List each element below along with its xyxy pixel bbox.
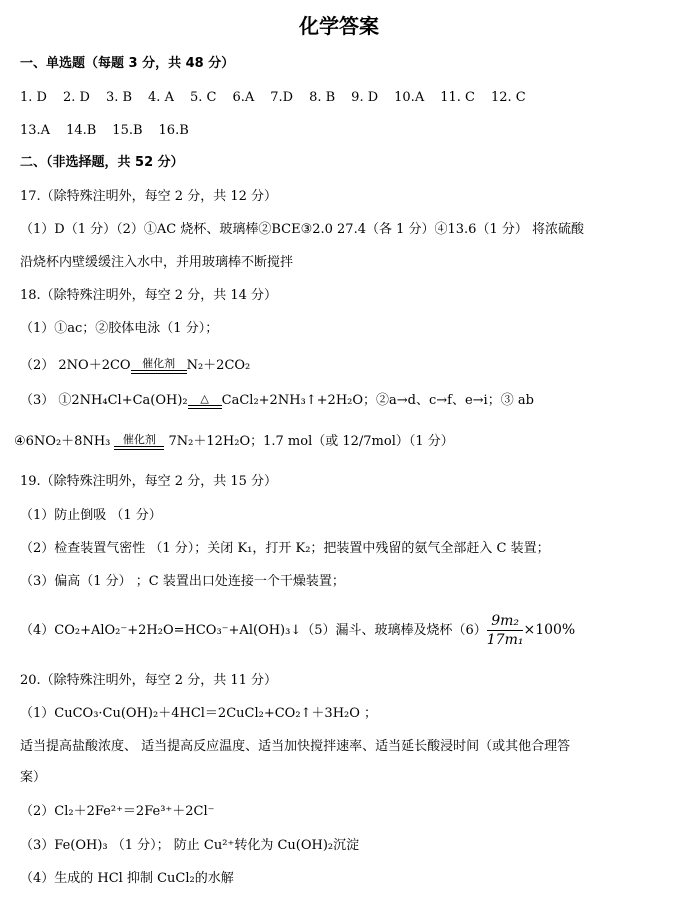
mass-fraction — [487, 612, 524, 649]
q20-line1: （1）CuCO₃·Cu(OH)₂＋4HCl＝2CuCl₂+CO₂↑＋3H₂O ； — [20, 706, 378, 721]
q20-line4: （2）Cl₂＋2Fe²⁺＝2Fe³⁺＋2Cl⁻ — [20, 804, 215, 819]
catalyst-condition-2 — [114, 434, 164, 450]
q19-line1: （1）防止倒吸 （1 分） — [20, 508, 162, 523]
answer-item: 1. D — [20, 90, 47, 105]
q18-line2 — [20, 356, 250, 376]
answer-item: 10.A — [394, 90, 425, 105]
answer-item: 8. B — [309, 90, 336, 105]
q19-line4-left: （4）CO₂+AlO₂⁻+2H₂O=HCO₃⁻+Al(OH)₃↓（5）漏斗、玻璃棒及烧杯（6） — [20, 623, 487, 638]
fraction-numerator: 9m₂ — [487, 612, 524, 631]
answers-row-2 — [20, 121, 205, 141]
q18-line4-right: 7N₂＋12H₂O；1.7 mol（或 12/7mol）（1 分） — [164, 434, 454, 449]
section1-heading: 一、单选题（每题 3 分，共 48 分） — [20, 56, 235, 71]
q17-head: 17.（除特殊注明外，每空 2 分，共 12 分） — [20, 189, 278, 204]
q17-line2: 沿烧杯内壁缓缓注入水中，并用玻璃棒不断搅拌 — [20, 255, 294, 270]
heat-symbol: △ — [200, 391, 209, 405]
q18-line3-left: （3） ①2NH₄Cl+Ca(OH)₂ — [20, 393, 188, 408]
section2-heading: 二、（非选择题，共 52 分） — [20, 155, 184, 170]
answers-row-1 — [20, 88, 542, 108]
catalyst-label: 催化剂 — [142, 356, 176, 370]
q18-line2-left: （2） 2NO＋2CO — [20, 358, 131, 373]
q20-line6: （4）生成的 HCl 抑制 CuCl₂的水解 — [20, 871, 234, 886]
q19-line3: （3）偏高（1 分） ；C 装置出口处连接一个干燥装置； — [20, 574, 345, 589]
q18-line2-right: N₂＋2CO₂ — [186, 358, 251, 373]
q18-line4 — [14, 432, 454, 452]
answer-item: 12. C — [490, 90, 526, 105]
q18-head: 18.（除特殊注明外，每空 2 分，共 14 分） — [20, 288, 278, 303]
q18-line3 — [20, 391, 534, 411]
answer-item: 4. A — [148, 90, 174, 105]
q17-line1: （1）D（1 分）（2）①AC 烧杯、玻璃棒②BCE③2.0 27.4（各 1 分）④13.6（1 分） 将浓硫酸 — [20, 222, 584, 237]
q20-line3: 案） — [20, 770, 47, 785]
page-title: 化学答案 — [299, 14, 379, 38]
q19-line2: （2）检查装置气密性 （1 分）；关闭 K₁，打开 K₂；把装置中残留的氨气全部赶入 C 装置； — [20, 541, 550, 556]
fraction-denominator: 17m₁ — [486, 632, 524, 648]
answer-item: 2. D — [62, 90, 90, 105]
heat-condition — [188, 393, 222, 409]
answer-item: 14.B — [66, 123, 97, 138]
catalyst-label-2: 催化剂 — [122, 432, 156, 446]
answer-item: 9. D — [351, 90, 379, 105]
catalyst-condition — [131, 358, 187, 374]
answer-item: 6.A — [232, 90, 255, 105]
answer-item: 13.A — [20, 123, 51, 138]
percent-suffix: ×100% — [523, 622, 576, 638]
q20-head: 20.（除特殊注明外，每空 2 分，共 11 分） — [20, 673, 278, 688]
answer-item: 15.B — [112, 123, 143, 138]
answer-item: 16.B — [158, 123, 189, 138]
answer-item: 5. C — [189, 90, 217, 105]
q18-line3-right: CaCl₂+2NH₃↑+2H₂O；②a→d、c→f、e→i；③ ab — [221, 393, 534, 408]
answer-item: 7.D — [270, 90, 294, 105]
q20-line5: （3）Fe(OH)₃ （1 分）； 防止 Cu²⁺转化为 Cu(OH)₂沉淀 — [20, 838, 360, 853]
answer-item: 3. B — [105, 90, 133, 105]
q18-line4-left: ④6NO₂＋8NH₃ — [14, 434, 111, 449]
q20-line2: 适当提高盐酸浓度、 适当提高反应温度、适当加快搅拌速率、适当延长酸浸时间（或其他合理答 — [20, 739, 571, 754]
q19-line4 — [20, 612, 575, 649]
answer-item: 11. C — [440, 90, 475, 105]
q19-head: 19.（除特殊注明外，每空 2 分，共 15 分） — [20, 474, 278, 489]
q18-line1: （1）①ac；②胶体电泳（1 分）； — [20, 321, 219, 336]
